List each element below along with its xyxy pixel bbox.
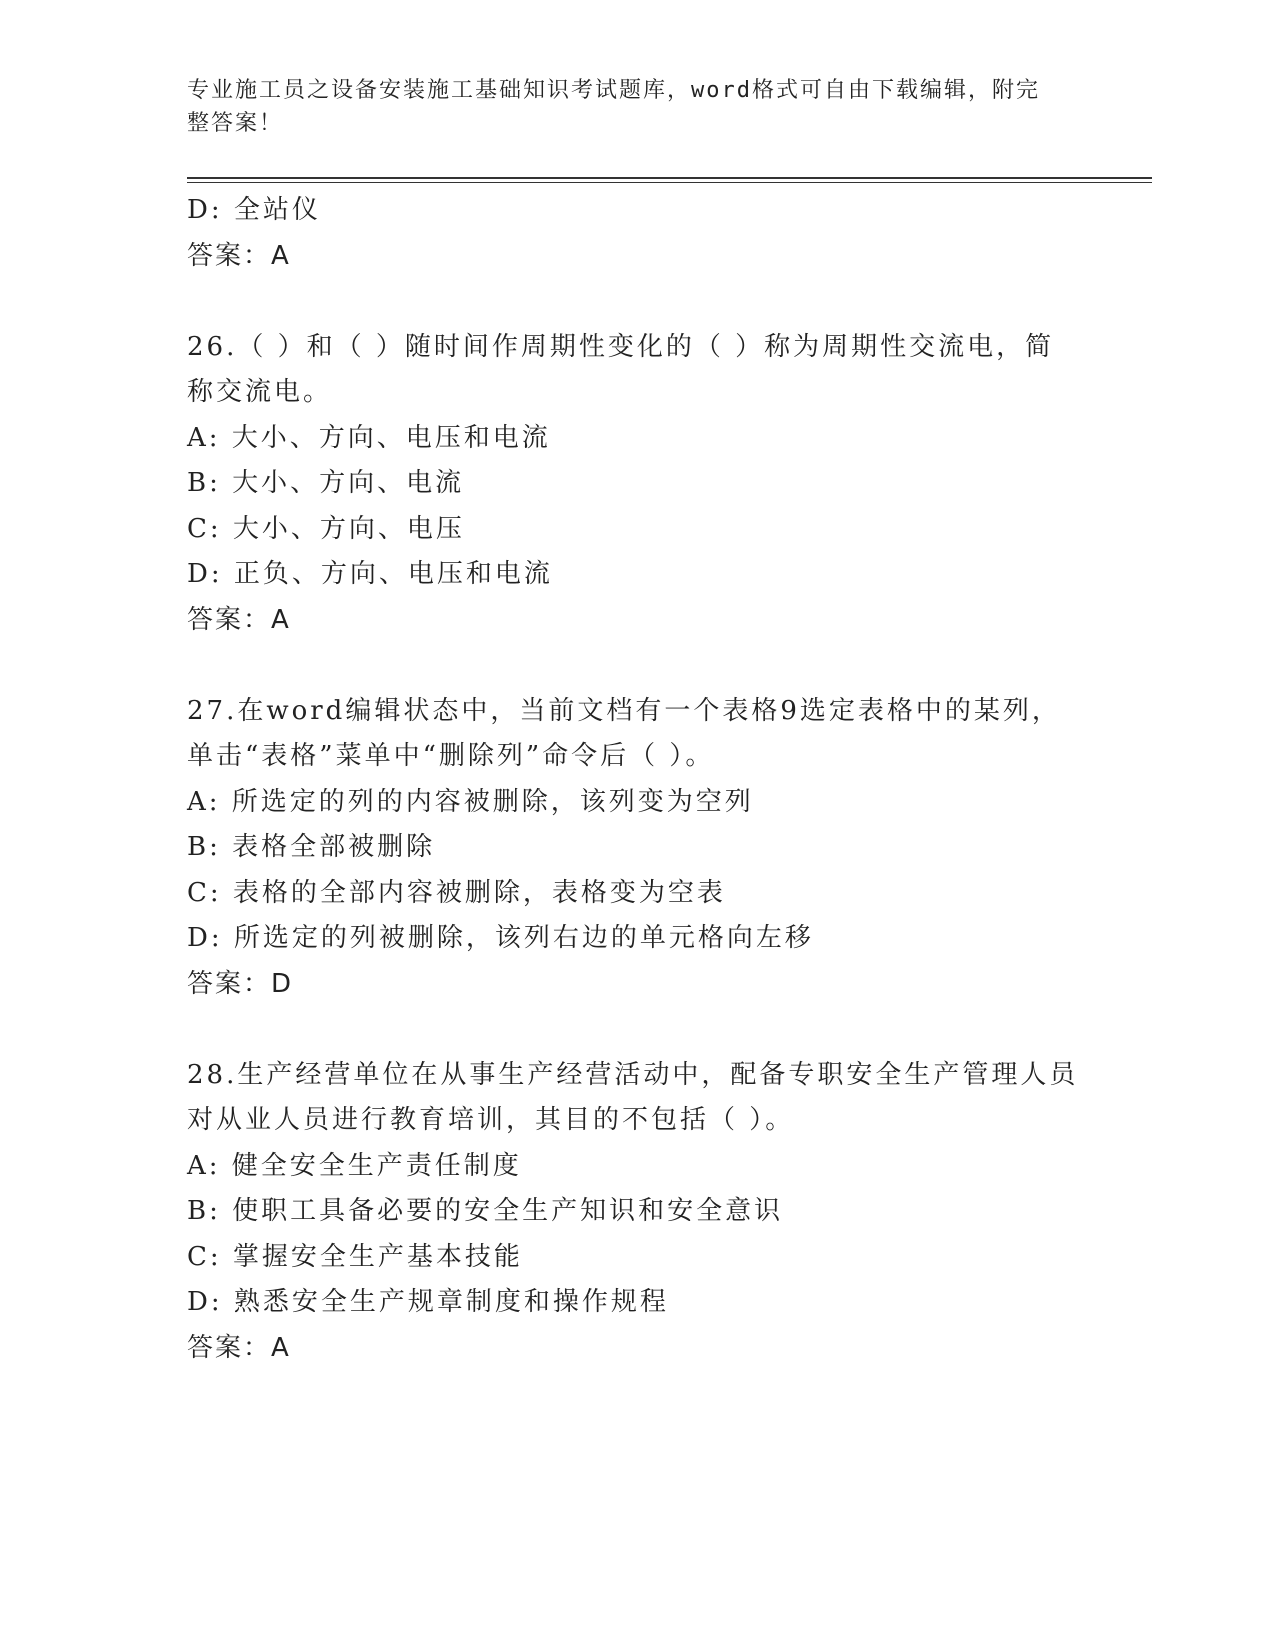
header-line-2: 整答案！ (187, 111, 284, 136)
header-rule-thick (187, 177, 1152, 179)
option-a: A: 所选定的列的内容被删除，该列变为空列 (187, 786, 754, 817)
option-c: C: 掌握安全生产基本技能 (187, 1241, 523, 1272)
question-stem-line: 单击“表格”菜单中“删除列”命令后（ ）。 (187, 741, 715, 771)
option-d: D: 熟悉安全生产规章制度和操作规程 (187, 1287, 669, 1317)
question-list (187, 188, 1087, 1371)
option-c: C: 表格的全部内容被删除，表格变为空表 (187, 877, 726, 908)
carryover-answer: 答案：A (187, 240, 291, 271)
option-a: A: 健全安全生产责任制度 (187, 1150, 522, 1181)
question-stem-line: 27.在word编辑状态中，当前文档有一个表格9选定表格中的某列， (187, 695, 1061, 726)
question-stem-line: 称交流电。 (187, 377, 333, 407)
spacer (187, 643, 1087, 689)
spacer (187, 1007, 1087, 1053)
option-d: D: 所选定的列被删除，该列右边的单元格向左移 (187, 923, 814, 953)
header-line-1: 专业施工员之设备安装施工基础知识考试题库，word格式可自由下载编辑，附完 (187, 78, 1040, 103)
option-b: B: 使职工具备必要的安全生产知识和安全意识 (187, 1196, 784, 1226)
option-a: A: 大小、方向、电压和电流 (187, 422, 551, 453)
answer-line: 答案：A (187, 604, 291, 635)
option-c: C: 大小、方向、电压 (187, 513, 465, 544)
question-stem-line: 26.（ ）和（ ）随时间作周期性变化的（ ）称为周期性交流电，简 (187, 331, 1055, 362)
question-28 (187, 1053, 1087, 1372)
question-26 (187, 325, 1087, 644)
answer-line: 答案：A (187, 1332, 291, 1363)
question-stem-line: 对从业人员进行教育培训，其目的不包括（ ）。 (187, 1105, 795, 1135)
question-stem-line: 28.生产经营单位在从事生产经营活动中，配备专职安全生产管理人员 (187, 1059, 1079, 1090)
page-header (187, 74, 1067, 140)
answer-line: 答案：D (187, 968, 294, 999)
question-27 (187, 689, 1087, 1008)
spacer (187, 279, 1087, 325)
option-b: B: 表格全部被删除 (187, 832, 436, 862)
carryover-option-d: D: 全站仪 (187, 195, 321, 225)
option-d: D: 正负、方向、电压和电流 (187, 559, 553, 589)
option-b: B: 大小、方向、电流 (187, 468, 465, 498)
header-rule-thin (187, 182, 1152, 183)
